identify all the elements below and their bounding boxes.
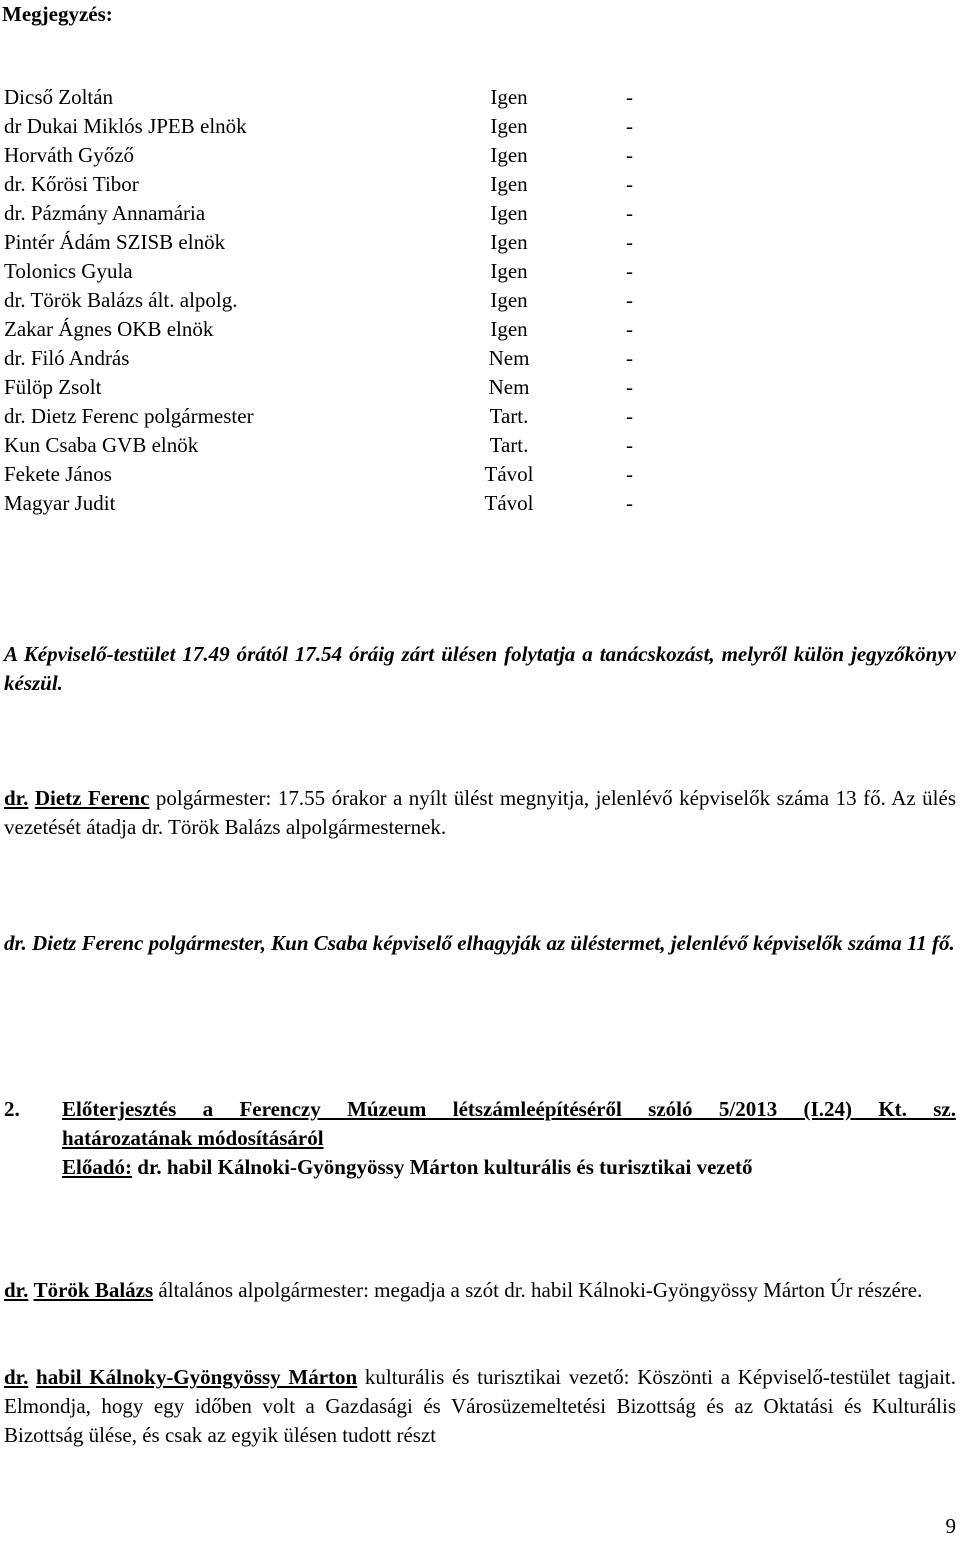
vote-row: [4, 460, 704, 489]
vote-row: [4, 112, 704, 141]
vote-dash: -: [626, 259, 633, 283]
member-name: Fülöp Zsolt: [4, 375, 102, 399]
vote-row: [4, 257, 704, 286]
member-name: Magyar Judit: [4, 491, 116, 515]
vote-row: [4, 170, 704, 199]
vote-value: Igen: [490, 172, 528, 196]
vote-value: Tart.: [489, 433, 529, 457]
speaker-prefix: dr.: [4, 1365, 29, 1389]
vote-value: Igen: [490, 85, 528, 109]
vote-value: Igen: [490, 259, 528, 283]
paragraph-alpolgarmester: [4, 1276, 956, 1305]
agenda-item: [4, 1095, 956, 1182]
member-name: Fekete János: [4, 462, 112, 486]
member-name: Dicső Zoltán: [4, 85, 114, 109]
vote-dash: -: [626, 491, 633, 515]
vote-value: Igen: [490, 317, 528, 341]
member-name: Horváth Győző: [4, 143, 135, 167]
vote-dash: -: [626, 172, 633, 196]
closed-session-note: A Képviselő-testület 17.49 órától 17.54 óráig zárt ülésen folytatja a tanácskozást, melyről külön jegyzőkönyv készül.: [4, 642, 956, 695]
vote-dash: -: [626, 230, 633, 254]
speaker-name: habil Kálnoky-Gyöngyössy Márton: [36, 1365, 358, 1389]
paragraph-kalnoky: [4, 1363, 956, 1450]
vote-value: Igen: [490, 143, 528, 167]
speaker-name: Dietz Ferenc: [34, 786, 150, 810]
paragraph-text: kulturális és turisztikai vezető: Köszönti a Képviselő-testület tagjait. Elmondja, hogy egy időben volt a Gazdasági és Városüzemeltetési Bizottság és az Oktatási és Kulturális Bizottság ülése, és csak az egyik ülésen tudott részt: [4, 1365, 956, 1447]
presenter-label: Előadó:: [62, 1155, 133, 1179]
vote-dash: -: [626, 114, 633, 138]
vote-row: [4, 489, 704, 518]
presenter-text: dr. habil Kálnoki-Gyöngyössy Márton kulturális és turisztikai vezető: [132, 1155, 753, 1179]
vote-dash: -: [626, 317, 633, 341]
member-name: dr Dukai Miklós JPEB elnök: [4, 114, 247, 138]
vote-dash: -: [626, 288, 633, 312]
vote-row: [4, 141, 704, 170]
member-name: dr. Pázmány Annamária: [4, 201, 206, 225]
agenda-number: 2.: [4, 1097, 20, 1121]
agenda-title-line1: Előterjesztés a Ferenczy Múzeum létszámleépítéséről szóló 5/2013 (I.24) Kt. sz.: [62, 1097, 956, 1121]
vote-row: [4, 402, 704, 431]
vote-dash: -: [626, 404, 633, 428]
speaker-prefix: dr.: [4, 786, 29, 810]
vote-dash: -: [626, 346, 633, 370]
vote-row: [4, 228, 704, 257]
vote-dash: -: [626, 201, 633, 225]
vote-row: [4, 315, 704, 344]
vote-value: Igen: [490, 288, 528, 312]
vote-row: [4, 373, 704, 402]
page-number: 9: [945, 1514, 956, 1538]
vote-dash: -: [626, 462, 633, 486]
member-name: dr. Filó András: [4, 346, 130, 370]
vote-value: Távol: [484, 491, 534, 515]
vote-value: Nem: [488, 375, 530, 399]
member-name: Tolonics Gyula: [4, 259, 133, 283]
speaker-name: Török Balázs: [33, 1278, 154, 1302]
speaker-prefix: dr.: [4, 1278, 29, 1302]
member-name: Zakar Ágnes OKB elnök: [4, 317, 214, 341]
leave-note: dr. Dietz Ferenc polgármester, Kun Csaba képviselő elhagyják az üléstermet, jelenlévő képviselők száma 11 fő.: [4, 931, 955, 955]
vote-row: [4, 83, 704, 112]
member-name: Pintér Ádám SZISB elnök: [4, 230, 226, 254]
vote-value: Távol: [484, 462, 534, 486]
vote-value: Tart.: [489, 404, 529, 428]
vote-value: Nem: [488, 346, 530, 370]
vote-list: [4, 83, 704, 518]
note-heading: Megjegyzés:: [2, 2, 113, 26]
vote-value: Igen: [490, 201, 528, 225]
member-name: dr. Török Balázs ált. alpolg.: [4, 288, 238, 312]
vote-value: Igen: [490, 114, 528, 138]
agenda-presenter: [62, 1153, 956, 1182]
vote-row: [4, 286, 704, 315]
vote-dash: -: [626, 375, 633, 399]
paragraph-text: polgármester: 17.55 órakor a nyílt ülést megnyitja, jelenlévő képviselők száma 13 fő. Az ülés vezetését átadja dr. Török Balázs alpolgármesternek.: [4, 786, 957, 839]
vote-value: Igen: [490, 230, 528, 254]
vote-row: [4, 199, 704, 228]
vote-row: [4, 431, 704, 460]
paragraph-text: általános alpolgármester: megadja a szót dr. habil Kálnoki-Gyöngyössy Márton Úr részére.: [153, 1278, 923, 1302]
vote-dash: -: [626, 433, 633, 457]
open-session-paragraph: [4, 784, 956, 842]
member-name: dr. Kőrösi Tibor: [4, 172, 139, 196]
vote-dash: -: [626, 143, 633, 167]
agenda-title-line2: határozatának módosításáról: [62, 1126, 324, 1150]
member-name: Kun Csaba GVB elnök: [4, 433, 199, 457]
vote-dash: -: [626, 85, 633, 109]
vote-row: [4, 344, 704, 373]
member-name: dr. Dietz Ferenc polgármester: [4, 404, 254, 428]
